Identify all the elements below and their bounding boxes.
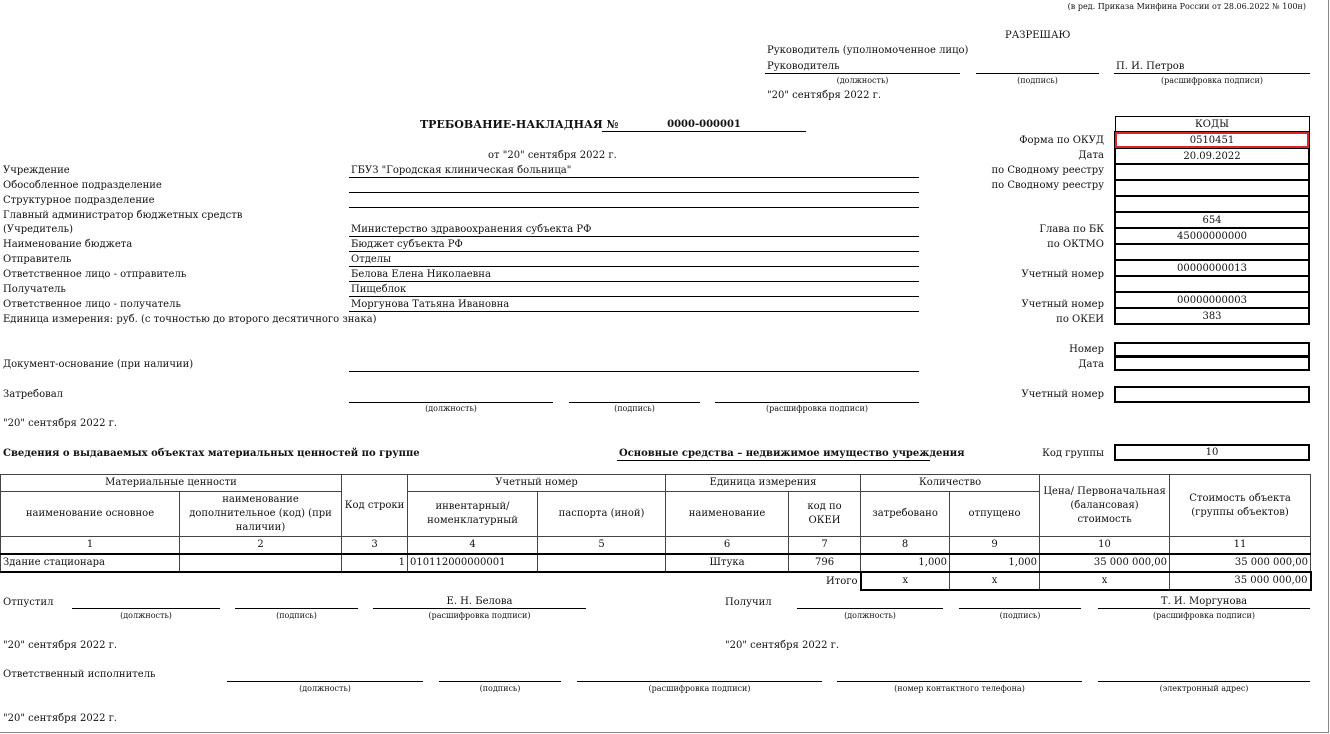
basis-number-label: Номер bbox=[1069, 344, 1104, 355]
row-price: 35 000 000,00 bbox=[1040, 554, 1170, 572]
row-code: 1 bbox=[342, 554, 408, 572]
label-glavny-admin: Главный администратор бюджетных средств bbox=[3, 210, 243, 221]
released-signature-field bbox=[235, 594, 358, 609]
th-rel: отпущено bbox=[950, 492, 1040, 537]
field-strukturnoe bbox=[349, 193, 919, 208]
executor-label: Ответственный исполнитель bbox=[3, 669, 156, 680]
label-receiver: Получатель bbox=[3, 284, 66, 295]
field-sender-person: Белова Елена Николаевна bbox=[349, 267, 919, 282]
approve-title: РАЗРЕШАЮ bbox=[1005, 30, 1071, 41]
col-num: 8 bbox=[861, 537, 950, 555]
requested-date: "20" сентября 2022 г. bbox=[3, 418, 118, 429]
requested-cap-name: (расшифровка подписи) bbox=[766, 404, 868, 413]
executor-name-field bbox=[577, 667, 822, 682]
row-cost: 35 000 000,00 bbox=[1170, 554, 1311, 572]
executor-phone-field bbox=[837, 667, 1082, 682]
th-mat: Материальные ценности bbox=[1, 475, 342, 492]
th-req: затребовано bbox=[861, 492, 950, 537]
requested-account-label: Учетный номер bbox=[1021, 389, 1104, 400]
th-inv: инвентарный/ номенклатурный bbox=[408, 492, 538, 537]
approve-date: "20" сентября 2022 г. bbox=[767, 90, 882, 101]
label-unit: Единица измерения: руб. (с точностью до второго десятичного знака) bbox=[3, 314, 377, 325]
executor-email-field bbox=[1098, 667, 1310, 682]
received-label: Получил bbox=[725, 597, 772, 608]
th-unitname: наименование bbox=[666, 492, 789, 537]
total-row bbox=[1, 572, 1311, 590]
released-cap-position: (должность) bbox=[120, 611, 172, 620]
items-table bbox=[0, 474, 1312, 591]
oktmo-label: по ОКТМО bbox=[1047, 239, 1104, 250]
doc-date: от "20" сентября 2022 г. bbox=[488, 150, 617, 161]
th-unit: Единица измерения bbox=[666, 475, 861, 492]
col-num: 4 bbox=[408, 537, 538, 555]
col-num: 10 bbox=[1040, 537, 1170, 555]
received-position-field bbox=[797, 594, 943, 609]
empty-code-1 bbox=[1115, 196, 1309, 212]
account-number-2-value: 00000000003 bbox=[1115, 292, 1309, 308]
label-receiver-person: Ответственное лицо - получатель bbox=[3, 299, 181, 310]
row-inv: 010112000000001 bbox=[408, 554, 538, 572]
requested-cap-signature: (подпись) bbox=[614, 404, 655, 413]
svodny-reestr-2-value bbox=[1115, 180, 1309, 196]
th-cost: Стоимость объекта (группы объектов) bbox=[1170, 475, 1311, 537]
group-code-label: Код группы bbox=[1042, 448, 1104, 459]
received-cap-name: (расшифровка подписи) bbox=[1153, 611, 1255, 620]
row-rel: 1,000 bbox=[950, 554, 1040, 572]
released-name-field: Е. Н. Белова bbox=[373, 594, 586, 609]
label-budget: Наименование бюджета bbox=[3, 239, 133, 250]
account-number-1-value: 00000000013 bbox=[1115, 260, 1309, 276]
total-price: х bbox=[1040, 572, 1170, 590]
col-num: 7 bbox=[789, 537, 861, 555]
date-value: 20.09.2022 bbox=[1115, 148, 1309, 164]
codes-header: КОДЫ bbox=[1115, 117, 1309, 133]
released-date: "20" сентября 2022 г. bbox=[3, 640, 118, 651]
basis-field bbox=[349, 357, 919, 372]
row-add bbox=[180, 554, 342, 572]
received-signature-field bbox=[959, 594, 1081, 609]
released-position-field bbox=[72, 594, 220, 609]
glava-bk-label: Глава по БК bbox=[1039, 224, 1104, 235]
field-uchrezhdenie: ГБУЗ "Городская клиническая больница" bbox=[349, 163, 919, 178]
row-req: 1,000 bbox=[861, 554, 950, 572]
account-number-2-label: Учетный номер bbox=[1021, 299, 1104, 310]
okud-value: 0510451 bbox=[1115, 132, 1309, 148]
field-receiver: Пищеблок bbox=[349, 282, 919, 297]
approve-cap-position: (должность) bbox=[836, 76, 889, 85]
basis-date-box bbox=[1114, 356, 1310, 371]
oktmo-value: 45000000000 bbox=[1115, 228, 1309, 244]
requested-label: Затребовал bbox=[3, 389, 64, 400]
requested-cap-position: (должность) bbox=[425, 404, 477, 413]
requested-account-box bbox=[1114, 386, 1310, 403]
date-label: Дата bbox=[1078, 150, 1104, 161]
okei-value: 383 bbox=[1115, 308, 1309, 324]
field-sender: Отделы bbox=[349, 252, 919, 267]
basis-number-box bbox=[1114, 342, 1310, 357]
th-okei: код по ОКЕИ bbox=[789, 492, 861, 537]
executor-cap-signature: (подпись) bbox=[479, 684, 521, 693]
row-unit: Штука bbox=[666, 554, 789, 572]
executor-cap-name: (расшифровка подписи) bbox=[648, 684, 751, 693]
requested-signature-field bbox=[569, 388, 700, 403]
received-date: "20" сентября 2022 г. bbox=[725, 640, 840, 651]
col-num: 9 bbox=[950, 537, 1040, 555]
edition-note: (в ред. Приказа Минфина России от 28.06.2022 № 100н) bbox=[1067, 2, 1306, 11]
group-name-field: Основные средства – недвижимое имущество учреждения bbox=[619, 448, 965, 459]
received-cap-signature: (подпись) bbox=[999, 611, 1041, 620]
col-num: 3 bbox=[342, 537, 408, 555]
executor-position-field bbox=[227, 667, 423, 682]
empty-code-2 bbox=[1115, 244, 1309, 260]
label-sender: Отправитель bbox=[3, 254, 72, 265]
table-row bbox=[1, 554, 1311, 572]
th-code: Код строки bbox=[342, 475, 408, 537]
approve-cap-signature: (подпись) bbox=[1017, 76, 1058, 85]
row-okei: 796 bbox=[789, 554, 861, 572]
field-receiver-person: Моргунова Татьяна Ивановна bbox=[349, 297, 919, 312]
basis-date-label: Дата bbox=[1078, 359, 1104, 370]
released-label: Отпустил bbox=[3, 597, 54, 608]
th-uchet: Учетный номер bbox=[408, 475, 666, 492]
label-uchrezhdenie: Учреждение bbox=[3, 165, 70, 176]
svodny-reestr-2-label: по Сводному реестру bbox=[991, 180, 1104, 191]
okud-label: Форма по ОКУД bbox=[1019, 135, 1104, 146]
received-cap-position: (должность) bbox=[844, 611, 896, 620]
col-num: 11 bbox=[1170, 537, 1311, 555]
group-label: Сведения о выдаваемых объектах материальных ценностей по группе bbox=[3, 448, 420, 459]
okei-label: по ОКЕИ bbox=[1056, 314, 1104, 325]
doc-number: 0000-000001 bbox=[602, 117, 806, 132]
glava-bk-value: 654 bbox=[1115, 212, 1309, 228]
codes-table bbox=[1114, 116, 1310, 325]
approve-name-field: П. И. Петров bbox=[1114, 59, 1310, 74]
label-obosoblennoe: Обособленное подразделение bbox=[3, 180, 162, 191]
col-num: 2 bbox=[180, 537, 342, 555]
col-num: 5 bbox=[538, 537, 666, 555]
executor-signature-field bbox=[439, 667, 561, 682]
th-name: наименование основное bbox=[1, 492, 180, 537]
doc-title: ТРЕБОВАНИЕ-НАКЛАДНАЯ № bbox=[420, 118, 619, 131]
approve-position-field: Руководитель bbox=[765, 59, 960, 74]
label-strukturnoe: Структурное подразделение bbox=[3, 195, 155, 206]
approve-head-label: Руководитель (уполномоченное лицо) bbox=[767, 45, 969, 56]
executor-cap-email: (электронный адрес) bbox=[1159, 684, 1249, 693]
released-cap-signature: (подпись) bbox=[276, 611, 317, 620]
approve-cap-name: (расшифровка подписи) bbox=[1161, 76, 1263, 85]
th-qty: Количество bbox=[861, 475, 1040, 492]
empty-code-3 bbox=[1115, 276, 1309, 292]
th-addname: наименование дополнительное (код) (при наличии) bbox=[180, 492, 342, 537]
svodny-reestr-1-label: по Сводному реестру bbox=[991, 165, 1104, 176]
row-name: Здание стационара bbox=[1, 554, 180, 572]
total-req: х bbox=[861, 572, 950, 590]
col-num: 1 bbox=[1, 537, 180, 555]
label-sender-person: Ответственное лицо - отправитель bbox=[3, 269, 187, 280]
field-obosoblennoe bbox=[349, 178, 919, 193]
label-uchreditel: (Учредитель) bbox=[3, 224, 74, 235]
executor-date: "20" сентября 2022 г. bbox=[3, 713, 118, 724]
basis-label: Документ-основание (при наличии) bbox=[3, 359, 194, 370]
total-label: Итого bbox=[826, 575, 858, 587]
th-price: Цена/ Первоначальная (балансовая) стоимость bbox=[1040, 475, 1170, 537]
row-pass bbox=[538, 554, 666, 572]
field-uchreditel: Министерство здравоохранения субъекта РФ bbox=[349, 222, 919, 237]
total-rel: х bbox=[950, 572, 1040, 590]
svodny-reestr-1-value bbox=[1115, 164, 1309, 180]
col-num: 6 bbox=[666, 537, 789, 555]
executor-cap-phone: (номер контактного телефона) bbox=[894, 684, 1025, 693]
received-name-field: Т. И. Моргунова bbox=[1098, 594, 1310, 609]
released-cap-name: (расшифровка подписи) bbox=[428, 611, 531, 620]
requested-name-field bbox=[715, 388, 919, 403]
requested-position-field bbox=[349, 388, 553, 403]
approve-signature-field bbox=[976, 59, 1099, 74]
total-cost: 35 000 000,00 bbox=[1170, 572, 1311, 590]
account-number-1-label: Учетный номер bbox=[1021, 269, 1104, 280]
group-code-box: 10 bbox=[1114, 444, 1310, 461]
field-budget: Бюджет субъекта РФ bbox=[349, 237, 919, 252]
th-pass: паспорта (иной) bbox=[538, 492, 666, 537]
executor-cap-position: (должность) bbox=[299, 684, 351, 693]
